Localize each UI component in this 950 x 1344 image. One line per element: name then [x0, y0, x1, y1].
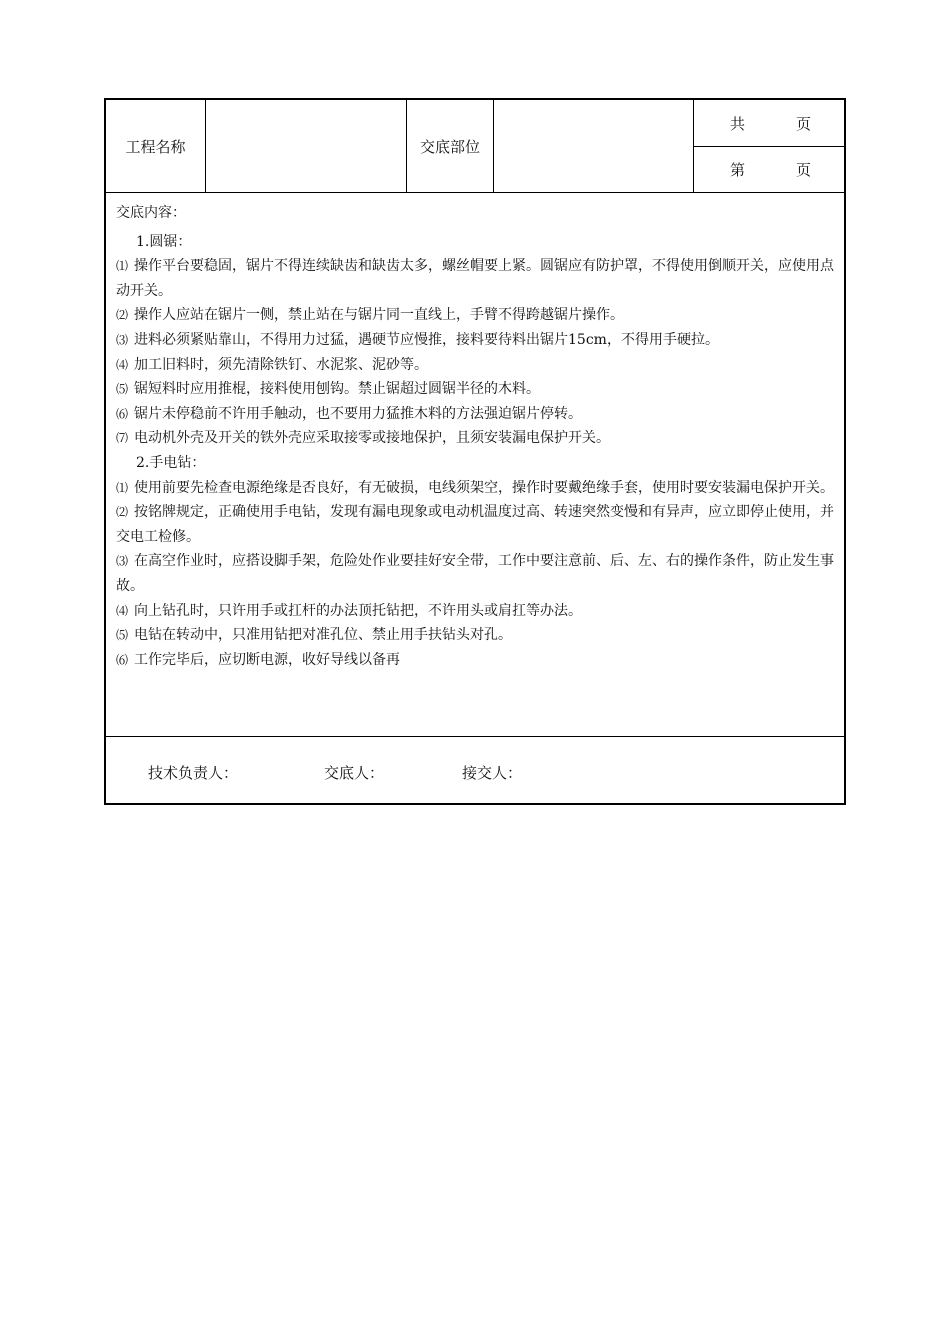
list-item [116, 402, 834, 427]
item-number: ⑴ [116, 480, 129, 495]
item-number: ⑵ [116, 505, 129, 520]
list-item [116, 303, 834, 328]
item-text: 锯短料时应用推棍，接料使用刨钩。禁止锯超过圆锯半径的木料。 [134, 381, 541, 398]
form-header [106, 100, 844, 193]
list-item [116, 254, 834, 303]
item-text: 工作完毕后，应切断电源，收好导线以备再 [134, 651, 401, 668]
signature-row [106, 738, 844, 803]
item-text: 加工旧料时，须先清除铁钉、水泥浆、泥砂等。 [134, 356, 429, 373]
content-sections [116, 230, 834, 673]
list-item [116, 599, 834, 624]
tech-lead-label: 技术负责人： [148, 764, 239, 782]
item-text: 使用前要先检查电源绝缘是否良好，有无破损，电线须架空，操作时要戴绝缘手套，使用时要安装漏电保护开关。 [134, 479, 835, 496]
disclosure-form [104, 98, 846, 805]
item-text: 进料必须紧贴靠山，不得用力过猛，遇硬节应慢推，接料要待料出锯片15cm，不得用手硬拉。 [134, 331, 719, 348]
current-page-prefix: 第 [730, 160, 746, 179]
item-number: ⑸ [116, 628, 129, 643]
content-title: 交底内容： [116, 205, 186, 221]
item-text: 在高空作业时，应搭设脚手架，危险处作业要挂好安全带，工作中要注意前、后、左、右的操作条件，防止发生事故。 [116, 553, 835, 594]
item-text: 操作平台要稳固，锯片不得连续缺齿和缺齿太多，螺丝帽要上紧。圆锯应有防护罩，不得使用倒顺开关，应使用点动开关。 [116, 258, 835, 299]
project-name-label: 工程名称 [106, 100, 206, 192]
total-pages-row [694, 100, 844, 147]
section-title: 1.圆锯： [136, 233, 192, 250]
item-text: 操作人应站在锯片一侧，禁止站在与锯片同一直线上，手臂不得跨越锯片操作。 [134, 307, 625, 324]
list-item [116, 500, 834, 549]
list-item [116, 623, 834, 648]
current-page-suffix: 页 [796, 160, 812, 179]
project-name-field[interactable] [206, 100, 407, 192]
item-number: ⑵ [116, 308, 129, 323]
item-text: 按铭牌规定，正确使用手电钻，发现有漏电现象或电动机温度过高、转速突然变慢和有异声，应立即停止使用，并交电工检修。 [116, 504, 835, 545]
disclosure-location-label: 交底部位 [407, 100, 494, 192]
item-number: ⑶ [116, 332, 129, 347]
item-number: ⑴ [116, 259, 129, 274]
item-number: ⑺ [116, 431, 129, 446]
total-pages-prefix: 共 [730, 114, 746, 133]
page-counter [694, 100, 844, 192]
item-number: ⑹ [116, 406, 129, 421]
list-item [116, 353, 834, 378]
current-page-row [694, 146, 844, 192]
item-number: ⑸ [116, 382, 129, 397]
list-item [116, 476, 834, 501]
list-item [116, 648, 834, 673]
item-text: 电钻在转动中，只准用钻把对准孔位、禁止用手扶钻头对孔。 [134, 627, 513, 644]
disclosure-location-field[interactable] [494, 100, 694, 192]
list-item [116, 328, 834, 353]
item-number: ⑷ [116, 357, 129, 372]
list-item [116, 426, 834, 451]
list-item [116, 549, 834, 598]
item-number: ⑶ [116, 554, 129, 569]
receiver-label: 接交人： [462, 764, 523, 782]
discloser-label: 交底人： [324, 764, 385, 782]
total-pages-suffix: 页 [796, 114, 812, 133]
list-item [116, 377, 834, 402]
item-text: 电动机外壳及开关的铁外壳应采取接零或接地保护，且须安装漏电保护开关。 [134, 430, 611, 447]
item-number: ⑹ [116, 652, 129, 667]
item-text: 锯片未停稳前不许用手触动，也不要用力猛推木料的方法强迫锯片停转。 [134, 405, 583, 422]
item-number: ⑷ [116, 603, 129, 618]
item-text: 向上钻孔时，只许用手或扛杆的办法顶托钻把，不许用头或肩扛等办法。 [134, 602, 583, 619]
disclosure-content [106, 193, 844, 737]
section-title: 2.手电钻： [136, 454, 206, 471]
